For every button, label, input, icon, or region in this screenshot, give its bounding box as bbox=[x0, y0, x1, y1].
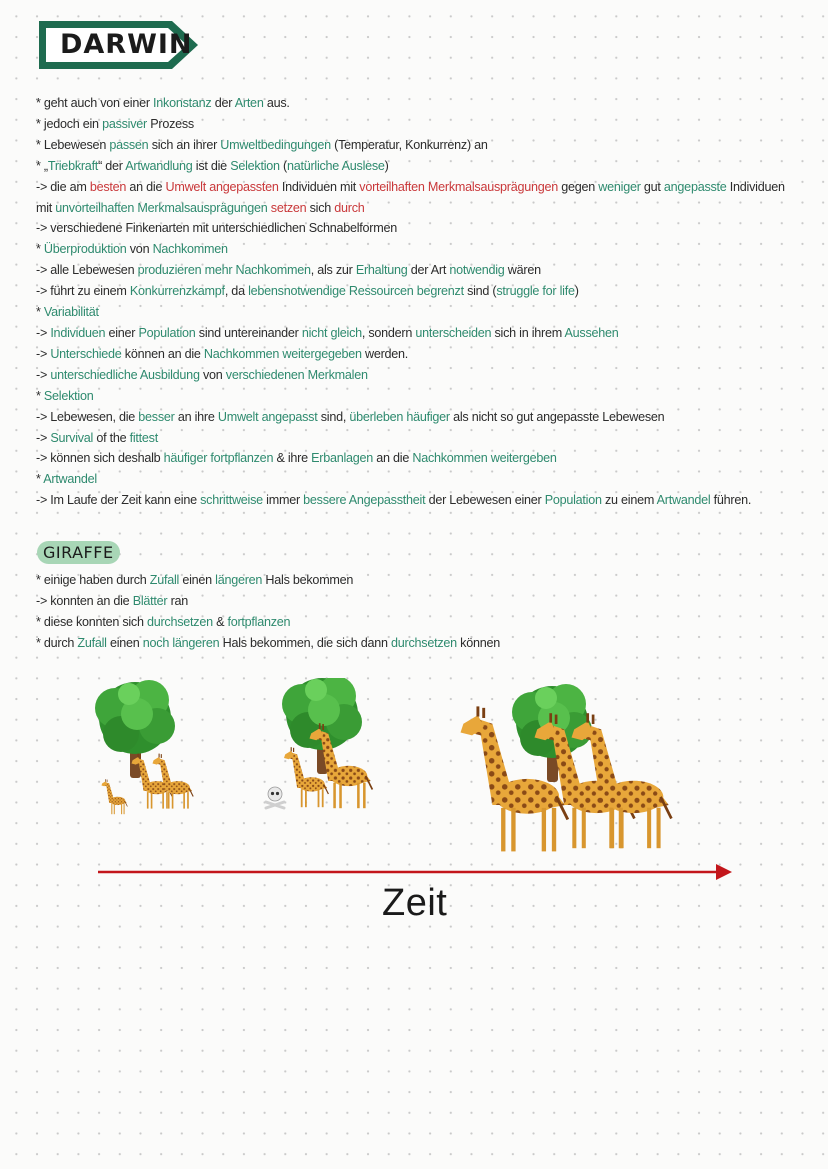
note-text: an die bbox=[373, 451, 413, 466]
note-line bbox=[36, 469, 822, 490]
highlighted-term: passiver bbox=[102, 116, 147, 131]
note-text: -> bbox=[36, 325, 51, 340]
note-text: einen bbox=[179, 573, 216, 587]
note-text: an die bbox=[126, 179, 166, 194]
highlighted-term: Selektion bbox=[230, 158, 280, 173]
note-line bbox=[36, 281, 822, 302]
note-text: können bbox=[456, 635, 500, 650]
highlighted-term: Survival bbox=[50, 430, 94, 445]
giraffe-notes bbox=[36, 570, 822, 654]
note-line bbox=[36, 135, 822, 156]
note-text: -> die am bbox=[36, 179, 90, 194]
highlighted-term: Überproduktion bbox=[43, 242, 127, 257]
highlighted-term: Erhaltung bbox=[355, 263, 408, 278]
highlighted-term: notwendig bbox=[449, 263, 505, 278]
note-text: ) bbox=[574, 284, 579, 299]
highlighted-term: angepasste bbox=[663, 179, 727, 194]
highlighted-term: Population bbox=[544, 493, 602, 508]
note-text: -> Im Laufe der Zeit kann eine bbox=[36, 493, 201, 508]
note-text: zu einem bbox=[601, 493, 657, 508]
highlighted-term: Umweltbedingungen bbox=[220, 137, 331, 152]
highlighted-term: noch längeren bbox=[142, 635, 220, 650]
note-text: ran bbox=[167, 593, 189, 608]
note-line bbox=[36, 428, 822, 449]
highlighted-term: durchsetzen bbox=[391, 635, 457, 650]
note-text: der bbox=[211, 96, 235, 110]
highlighted-term: unvorteilhaften Merkmalsausprägungen bbox=[55, 200, 268, 215]
highlighted-term: setzen bbox=[270, 200, 307, 215]
highlighted-term: Individuen bbox=[50, 325, 106, 340]
note-text: * „ bbox=[36, 158, 48, 173]
note-line bbox=[36, 93, 822, 114]
note-text: als nicht so gut angepasste Lebewesen bbox=[449, 409, 665, 424]
note-line bbox=[36, 407, 822, 428]
note-line bbox=[36, 218, 822, 239]
highlighted-term: schrittweise bbox=[200, 493, 263, 508]
highlighted-term: weniger bbox=[598, 179, 641, 194]
highlighted-term: nicht gleich bbox=[301, 325, 362, 340]
giraffe-icon bbox=[572, 713, 672, 848]
highlighted-term: durchsetzen bbox=[146, 614, 213, 629]
page-title: DARWIN bbox=[60, 29, 193, 60]
note-line bbox=[36, 612, 822, 633]
note-text: einer bbox=[105, 325, 139, 340]
note-text: sich bbox=[306, 200, 335, 215]
title-tag bbox=[36, 18, 202, 72]
highlighted-term: Arten bbox=[234, 96, 264, 110]
note-line bbox=[36, 386, 822, 407]
note-text: Hals bekommen bbox=[262, 573, 354, 587]
highlighted-term: Selektion bbox=[43, 388, 94, 403]
note-line bbox=[36, 633, 822, 654]
giraffe-icon bbox=[153, 754, 194, 809]
note-text: von bbox=[126, 242, 153, 257]
highlighted-term: Blätter bbox=[132, 593, 168, 608]
highlighted-term: Inkonstanz bbox=[153, 96, 212, 110]
note-line bbox=[36, 323, 822, 344]
note-text: & bbox=[212, 614, 228, 629]
note-text: -> alle Lebewesen bbox=[36, 263, 138, 278]
highlighted-term: Umwelt angepasst bbox=[217, 409, 318, 424]
note-text: , da bbox=[224, 284, 249, 299]
highlighted-term: Unterschiede bbox=[50, 346, 122, 361]
note-text: & ihre bbox=[273, 451, 312, 466]
note-text: * bbox=[36, 388, 44, 403]
highlighted-term: Artwandel bbox=[656, 493, 711, 508]
note-line bbox=[36, 114, 822, 135]
giraffe-icon bbox=[102, 779, 128, 814]
note-line bbox=[36, 490, 822, 511]
note-text: , als zur bbox=[310, 263, 356, 278]
note-text: der Lebewesen einer bbox=[425, 493, 545, 508]
note-text: * geht auch von einer bbox=[36, 96, 154, 110]
note-line bbox=[36, 344, 822, 365]
note-text: mit bbox=[36, 200, 56, 215]
highlighted-term: Zufall bbox=[149, 573, 180, 587]
note-text: , sondern bbox=[361, 325, 416, 340]
note-text: Hals bekommen, die sich dann bbox=[219, 635, 392, 650]
timeline-label: Zeit bbox=[382, 882, 448, 924]
highlighted-term: unterschiedliche Ausbildung bbox=[50, 367, 200, 382]
highlighted-term: fittest bbox=[129, 430, 158, 445]
highlighted-term: Aussehen bbox=[564, 325, 619, 340]
time-arrow bbox=[98, 864, 732, 880]
note-text: können an die bbox=[121, 346, 204, 361]
highlighted-term: durch bbox=[334, 200, 365, 215]
highlighted-term: häufiger fortpflanzen bbox=[163, 451, 274, 466]
note-text: immer bbox=[262, 493, 304, 508]
note-text: sich in ihrem bbox=[491, 325, 565, 340]
note-text: der Art bbox=[407, 263, 450, 278]
highlighted-term: vorteilhaften Merkmalsausprägungen bbox=[359, 179, 559, 194]
note-text: -> bbox=[36, 367, 51, 382]
highlighted-term: unterscheiden bbox=[415, 325, 492, 340]
highlighted-term: Nachkommen bbox=[152, 242, 228, 257]
note-text: * durch bbox=[36, 635, 78, 650]
highlighted-term: längeren bbox=[215, 573, 263, 587]
note-text: Individuen mit bbox=[278, 179, 360, 194]
note-text: sind, bbox=[317, 409, 350, 424]
note-text: gut bbox=[640, 179, 664, 194]
highlighted-term: natürliche Auslese bbox=[286, 158, 385, 173]
note-text: -> verschiedene Finkenarten mit unterschiedlichen Schnabelformen bbox=[36, 221, 397, 236]
highlighted-term: Konkurrenzkampf bbox=[129, 284, 225, 299]
note-text: of the bbox=[93, 430, 130, 445]
note-line bbox=[36, 260, 822, 281]
highlighted-term: fortpflanzen bbox=[227, 614, 291, 629]
highlighted-term: produzieren mehr Nachkommen bbox=[137, 263, 311, 278]
note-text: * diese konnten sich bbox=[36, 614, 147, 629]
skull-icon bbox=[266, 787, 284, 808]
note-text: sich an ihrer bbox=[148, 137, 221, 152]
highlighted-term: Zufall bbox=[77, 635, 107, 650]
highlighted-term: Umwelt angepassten bbox=[165, 179, 279, 194]
note-text: * Lebewesen bbox=[36, 137, 110, 152]
highlighted-term: überleben häufiger bbox=[349, 409, 450, 424]
note-text: an ihre bbox=[174, 409, 218, 424]
note-line bbox=[36, 448, 822, 469]
note-text: * bbox=[36, 472, 44, 487]
note-text: einen bbox=[106, 635, 143, 650]
note-line bbox=[36, 302, 822, 323]
highlighted-term: lebensnotwendige Ressourcen begrenzt bbox=[248, 284, 464, 299]
note-text: -> konnten an die bbox=[36, 593, 133, 608]
note-text: gegen bbox=[558, 179, 599, 194]
highlighted-term: besten bbox=[89, 179, 127, 194]
note-line bbox=[36, 177, 822, 198]
note-text: Prozess bbox=[146, 116, 194, 131]
note-text: * einige haben durch bbox=[36, 573, 150, 587]
highlighted-term: bessere Angepasstheit bbox=[303, 493, 426, 508]
note-text: wären bbox=[504, 263, 541, 278]
note-text: -> bbox=[36, 430, 51, 445]
highlighted-term: Population bbox=[138, 325, 196, 340]
highlighted-term: Artwandel bbox=[43, 472, 97, 487]
note-text: * bbox=[36, 305, 44, 320]
note-line bbox=[36, 239, 822, 260]
note-text: führen. bbox=[710, 493, 752, 508]
note-text: -> führt zu einem bbox=[36, 284, 130, 299]
note-text: ist die bbox=[192, 158, 231, 173]
note-line bbox=[36, 570, 822, 591]
highlighted-term: Artwandlung bbox=[125, 158, 193, 173]
note-text: Individuen bbox=[726, 179, 785, 194]
note-text: aus. bbox=[263, 96, 290, 110]
note-line bbox=[36, 198, 822, 219]
note-text: -> bbox=[36, 346, 51, 361]
note-text: sind untereinander bbox=[195, 325, 302, 340]
note-text: ) bbox=[384, 158, 389, 173]
highlighted-term: Triebkraft bbox=[47, 158, 99, 173]
giraffe-section-title: GIRAFFE bbox=[37, 541, 120, 564]
highlighted-term: struggle for life bbox=[496, 284, 575, 299]
note-text: * bbox=[36, 242, 44, 257]
highlighted-term: Erbanlagen bbox=[311, 451, 374, 466]
highlighted-term: Variabilität bbox=[43, 305, 99, 320]
highlighted-term: besser bbox=[138, 409, 175, 424]
note-line bbox=[36, 365, 822, 386]
note-text: “ der bbox=[98, 158, 126, 173]
note-text: -> können sich deshalb bbox=[36, 451, 164, 466]
note-text: -> Lebewesen, die bbox=[36, 409, 139, 424]
note-text: sind ( bbox=[463, 284, 497, 299]
highlighted-term: Nachkommen weitergegeben bbox=[203, 346, 362, 361]
darwin-notes bbox=[36, 93, 822, 511]
note-text: werden. bbox=[361, 346, 409, 361]
highlighted-term: passen bbox=[109, 137, 149, 152]
note-text: von bbox=[199, 367, 226, 382]
note-text: * jedoch ein bbox=[36, 116, 103, 131]
note-line bbox=[36, 591, 822, 612]
note-line bbox=[36, 156, 822, 177]
note-text: (Temperatur, Konkurrenz) an bbox=[330, 137, 488, 152]
note-text: ( bbox=[279, 158, 287, 173]
highlighted-term: Nachkommen weitergeben bbox=[412, 451, 557, 466]
highlighted-term: verschiedenen Merkmalen bbox=[225, 367, 368, 382]
